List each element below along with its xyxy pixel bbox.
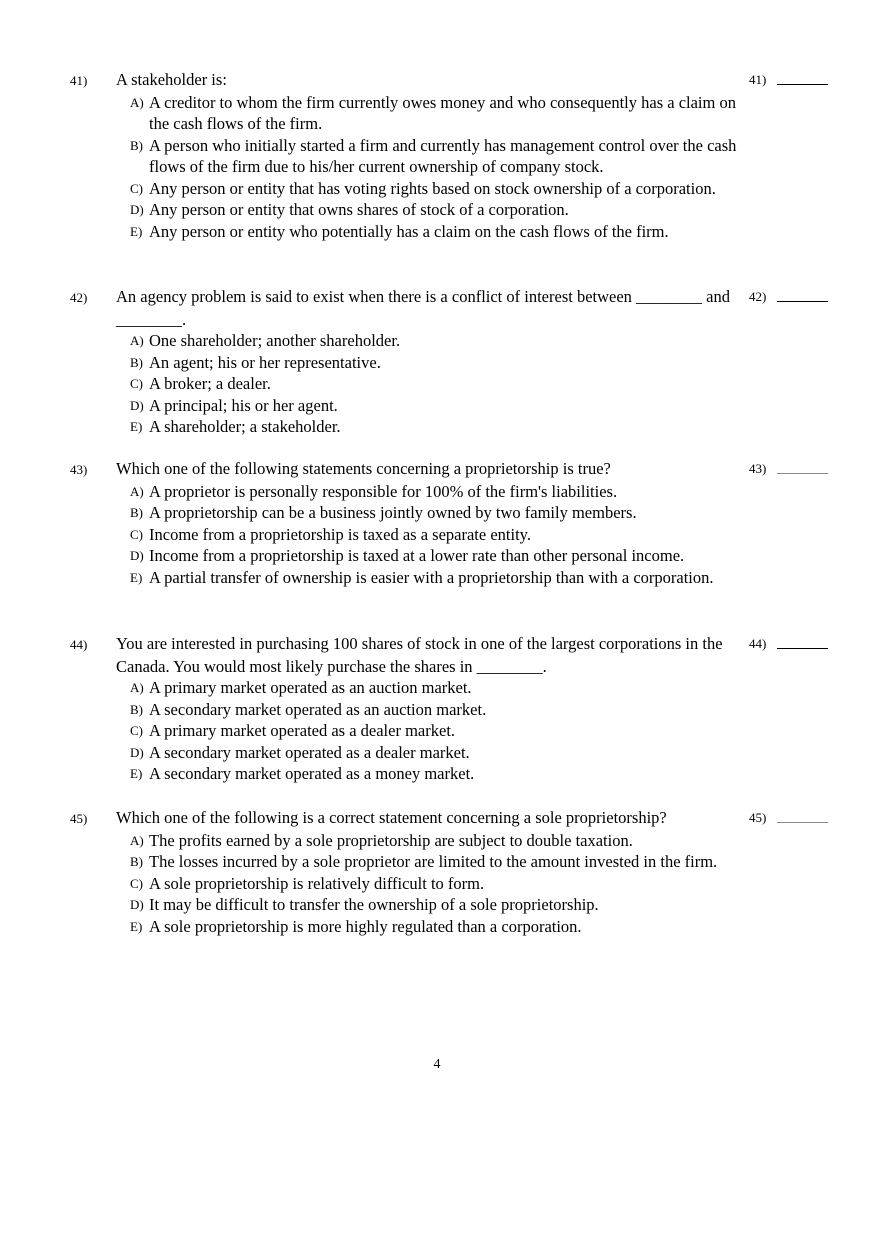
- question-45: [70, 807, 833, 937]
- option-text: The profits earned by a sole proprietorship are subject to double taxation.: [149, 830, 633, 850]
- answer-slot-label: 42): [749, 289, 767, 304]
- option-letter: C): [130, 875, 143, 891]
- option-letter: C): [130, 180, 143, 196]
- option-d: [93, 742, 739, 764]
- option-letter: A): [130, 333, 144, 348]
- answer-blank[interactable]: [777, 648, 828, 649]
- option-b: [93, 699, 739, 721]
- question-stem: [70, 458, 756, 481]
- option-text: A broker; a dealer.: [149, 374, 271, 393]
- option-text: A primary market operated as an auction market.: [149, 678, 472, 697]
- option-letter: E): [130, 223, 143, 239]
- question-stem: [70, 633, 756, 677]
- option-b: [93, 851, 739, 873]
- question-text: An agency problem is said to exist when there is a conflict of interest between ________ and ________.: [116, 287, 730, 329]
- option-letter: E): [130, 419, 143, 434]
- answer-blank[interactable]: [777, 84, 828, 85]
- option-text: A sole proprietorship is more highly regulated than a corporation.: [149, 916, 582, 936]
- answer-slot-label: 43): [749, 461, 767, 476]
- answer-blank[interactable]: [777, 473, 828, 474]
- option-a: [93, 92, 739, 135]
- option-c: [93, 524, 739, 546]
- option-a: [93, 677, 739, 699]
- option-text: One shareholder; another shareholder.: [149, 331, 401, 350]
- option-text: A shareholder; a stakeholder.: [149, 417, 341, 436]
- question-stem: [70, 286, 756, 330]
- option-b: [93, 352, 739, 374]
- option-a: [93, 330, 739, 352]
- answer-blank[interactable]: [777, 301, 828, 302]
- option-b: [93, 502, 739, 524]
- option-letter: A): [130, 680, 144, 695]
- question-text: Which one of the following is a correct statement concerning a sole proprietorship?: [116, 808, 667, 827]
- option-letter: E): [130, 569, 143, 585]
- option-text: A proprietorship can be a business jointly owned by two family members.: [149, 503, 637, 522]
- question-text: A stakeholder is:: [116, 70, 227, 89]
- answer-slot[interactable]: [749, 69, 834, 91]
- option-letter: C): [130, 526, 143, 542]
- question-42: [70, 286, 833, 438]
- option-text: Income from a proprietorship is taxed at a lower rate than other personal income.: [149, 546, 685, 565]
- option-text: A secondary market operated as an auction market.: [149, 699, 487, 719]
- option-a: [93, 481, 739, 503]
- option-letter: E): [130, 766, 143, 781]
- option-a: [93, 830, 739, 852]
- option-d: [93, 395, 739, 417]
- option-e: [93, 567, 739, 589]
- question-number: 45): [70, 811, 88, 826]
- option-letter: D): [130, 897, 144, 912]
- answer-blank[interactable]: [777, 822, 828, 823]
- question-41: [70, 69, 833, 242]
- question-43: [70, 458, 833, 588]
- option-list: [93, 330, 833, 438]
- question-stem: [70, 807, 756, 830]
- answer-slot[interactable]: [749, 286, 834, 308]
- page-number: 4: [433, 1057, 441, 1072]
- question-number: 41): [70, 73, 88, 88]
- option-letter: D): [130, 744, 144, 760]
- option-letter: B): [130, 854, 143, 869]
- option-text: A primary market operated as a dealer market.: [149, 721, 456, 740]
- option-e: [93, 763, 739, 785]
- question-stem: [70, 69, 756, 92]
- answer-slot-label: 41): [749, 72, 767, 87]
- question-44: [70, 633, 833, 785]
- option-letter: B): [130, 701, 143, 717]
- option-text: Any person or entity who potentially has a claim on the cash flows of the firm.: [149, 221, 669, 241]
- answer-slot[interactable]: [749, 458, 834, 480]
- option-b: [93, 135, 739, 178]
- option-c: [93, 720, 739, 742]
- option-text: An agent; his or her representative.: [149, 352, 381, 372]
- question-number: 43): [70, 462, 88, 477]
- option-c: [93, 373, 739, 395]
- option-text: The losses incurred by a sole proprietor are limited to the amount invested in the firm.: [149, 852, 718, 871]
- option-text: A person who initially started a firm and currently has management control over the cash flows of the firm due to his/her current ownership of company stock.: [149, 135, 737, 176]
- option-d: [93, 545, 739, 567]
- option-letter: A): [130, 483, 144, 499]
- option-e: [93, 221, 739, 243]
- option-letter: E): [130, 918, 143, 934]
- option-letter: B): [130, 137, 143, 153]
- option-list: [93, 92, 833, 243]
- option-list: [93, 677, 833, 785]
- option-list: [93, 481, 833, 589]
- option-d: [93, 894, 739, 916]
- option-text: A partial transfer of ownership is easier with a proprietorship than with a corporation.: [149, 567, 714, 587]
- option-text: Income from a proprietorship is taxed as a separate entity.: [149, 524, 531, 544]
- option-c: [93, 873, 739, 895]
- option-letter: A): [130, 832, 144, 848]
- question-number: 44): [70, 637, 88, 652]
- answer-slot-label: 45): [749, 810, 767, 825]
- option-letter: B): [130, 354, 143, 370]
- answer-slot-label: 44): [749, 636, 767, 651]
- option-letter: B): [130, 505, 143, 520]
- option-letter: D): [130, 397, 144, 413]
- option-text: A principal; his or her agent.: [149, 395, 338, 415]
- option-letter: D): [130, 202, 144, 217]
- question-text: Which one of the following statements concerning a proprietorship is true?: [116, 459, 611, 478]
- question-text: You are interested in purchasing 100 shares of stock in one of the largest corporations in the Canada. You would most likely purchase the shares in ________.: [116, 634, 723, 676]
- option-text: A secondary market operated as a money market.: [149, 764, 475, 783]
- answer-slot[interactable]: [749, 633, 834, 655]
- question-number: 42): [70, 290, 88, 305]
- option-text: It may be difficult to transfer the ownership of a sole proprietorship.: [149, 895, 599, 914]
- option-text: A proprietor is personally responsible for 100% of the firm's liabilities.: [149, 481, 618, 501]
- option-text: A creditor to whom the firm currently owes money and who consequently has a claim on the cash flows of the firm.: [149, 92, 736, 133]
- option-e: [93, 916, 739, 938]
- option-letter: D): [130, 548, 144, 563]
- option-letter: C): [130, 376, 143, 391]
- option-text: A secondary market operated as a dealer market.: [149, 742, 470, 762]
- option-d: [93, 199, 739, 221]
- option-letter: C): [130, 723, 143, 738]
- option-letter: A): [130, 94, 144, 110]
- answer-slot[interactable]: [749, 807, 834, 829]
- option-c: [93, 178, 739, 200]
- option-list: [93, 830, 833, 938]
- option-text: Any person or entity that has voting rights based on stock ownership of a corporation.: [149, 178, 716, 198]
- option-text: A sole proprietorship is relatively difficult to form.: [149, 873, 485, 893]
- option-e: [93, 416, 739, 438]
- option-text: Any person or entity that owns shares of stock of a corporation.: [149, 200, 569, 219]
